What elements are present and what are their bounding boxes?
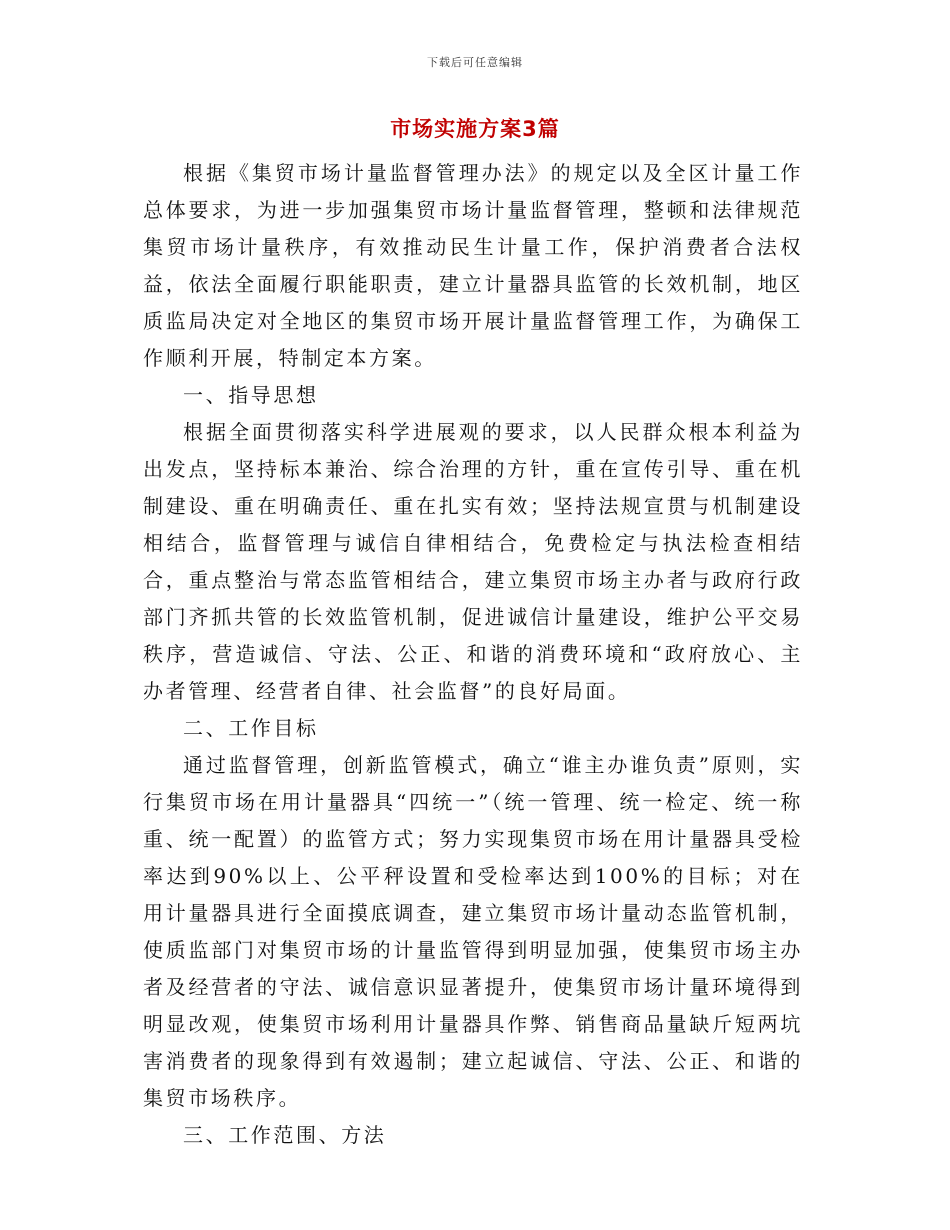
section-heading-scope-methods: 三、工作范围、方法 xyxy=(183,1123,387,1147)
document-title: 市场实施方案3篇 xyxy=(390,117,560,141)
section-heading-work-goals: 二、工作目标 xyxy=(183,716,319,740)
guiding-ideology-paragraph: 根据全面贯彻落实科学进展观的要求，以人民群众根本利益为出发点，坚持标本兼治、综合治理的方针，重在宣传引导、重在机制建设、重在明确责任、重在扎实有效；坚持法规宣贯与机制建设相结合，监督管理与诚信自律相结合，免费检定与执法检查相结合，重点整治与常态监管相结合，建立集贸市场主办者与政府行政部门齐抓共管的长效监管机制，促进诚信计量建设，维护公平交易秩序，营造诚信、守法、公正、和谐的消费环境和“政府放心、主办者管理、经营者自律、社会监督”的良好局面。 xyxy=(143,420,803,703)
section-heading-guiding-ideology: 一、指导思想 xyxy=(183,383,319,407)
page-header-note: 下载后可任意编辑 xyxy=(427,56,523,69)
document-body xyxy=(143,155,803,1154)
work-goals-paragraph: 通过监督管理，创新监管模式，确立“谁主办谁负责”原则，实行集贸市场在用计量器具“四统一”（统一管理、统一检定、统一称重、统一配置）的监管方式；努力实现集贸市场在用计量器具受检率达到90%以上、公平秤设置和受检率达到100%的目标；对在用计量器具进行全面摸底调查，建立集贸市场计量动态监管机制，使质监部门对集贸市场的计量监管得到明显加强，使集贸市场主办者及经营者的守法、诚信意识显著提升，使集贸市场计量环境得到明显改观，使集贸市场利用计量器具作弊、销售商品量缺斤短两坑害消费者的现象得到有效遏制；建立起诚信、守法、公正、和谐的集贸市场秩序。 xyxy=(143,753,803,1110)
intro-paragraph: 根据《集贸市场计量监督管理办法》的规定以及全区计量工作总体要求，为进一步加强集贸市场计量监督管理，整顿和法律规范集贸市场计量秩序，有效推动民生计量工作，保护消费者合法权益，依法全面履行职能职责，建立计量器具监管的长效机制，地区质监局决定对全地区的集贸市场开展计量监督管理工作，为确保工作顺利开展，特制定本方案。 xyxy=(143,161,803,370)
